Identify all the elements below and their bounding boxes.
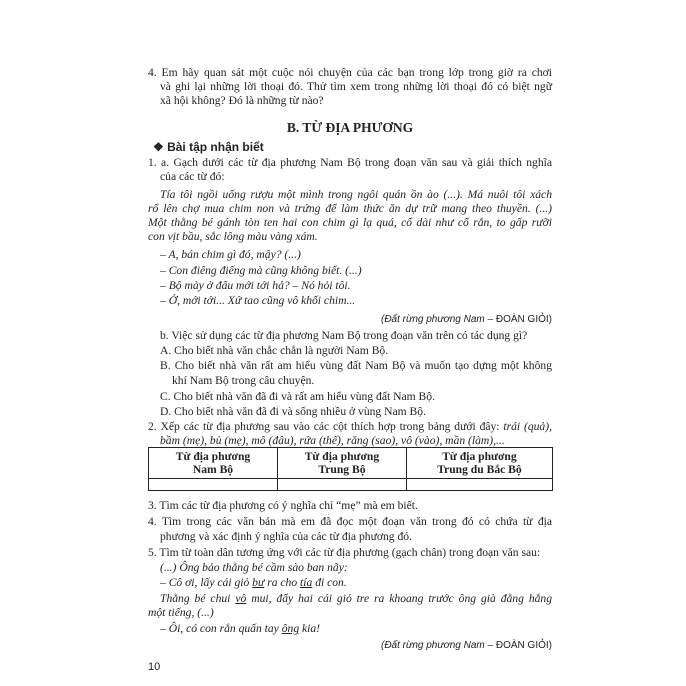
underlined-word: bư [252, 576, 265, 589]
source-attribution [148, 639, 552, 653]
table-header-row [149, 448, 553, 479]
dialect-table [148, 447, 553, 491]
text: – Ôi, có con rắn quấn tay [160, 622, 282, 635]
option-b-line-2: khí Nam Bộ trong câu chuyện. [172, 374, 315, 387]
text: Thằng bé chui [160, 592, 236, 605]
exercise-4-line-1: 4. Em hãy quan sát một cuộc nói chuyện của các bạn trong lớp trong giờ ra chơi [148, 66, 552, 79]
subsection-heading: ❖ Bài tập nhận biết [153, 140, 264, 154]
option-d: D. Cho biết nhà văn đã đi và sống nhiều ở vùng Nam Bộ. [160, 405, 426, 418]
underlined-word: ông [281, 622, 300, 635]
header-text: Trung du Bắc Bộ [437, 463, 522, 476]
source-title: (Đất rừng phương Nam – [380, 640, 496, 651]
passage-line: rổ lên chợ mua chim non và trứng để làm thức ăn dự trữ mang theo thuyền. (...) [148, 202, 552, 215]
exercise-5: 5. Tìm từ toàn dân tương ứng với các từ địa phương (gạch chân) trong đoạn văn sau: [148, 546, 541, 559]
exercise-4b-line-1: 4. Tìm trong các văn bản mà em đã đọc một đoạn văn trong đó có chứa từ địa [148, 515, 552, 528]
passage-line: con vịt bầu, sắc lông màu vàng xám. [148, 230, 318, 243]
exercise-1a-line-2: của các từ đó: [160, 170, 225, 183]
underlined-word: vô [235, 592, 247, 605]
dialogue-line: – Bộ mày ở đâu mới tới hả? – Nó hỏi tôi. [160, 279, 351, 292]
header-text: Nam Bộ [192, 463, 234, 476]
text: – Cô ơi, lấy cái giỏ [160, 576, 253, 589]
header-text: Từ địa phương [442, 450, 517, 463]
exercise-4b-line-2: phương và xác định ý nghĩa của các từ địa phương đó. [160, 530, 412, 543]
exercise-1b: b. Việc sử dụng các từ địa phương Nam Bộ trong đoạn văn trên có tác dụng gì? [160, 329, 528, 342]
text: kia! [299, 622, 321, 635]
exercise-1a-line-1: 1. a. Gạch dưới các từ địa phương Nam Bộ trong đoạn văn sau và giải thích nghĩa [148, 156, 552, 169]
section-title: B. TỪ ĐỊA PHƯƠNG [286, 120, 414, 135]
dialogue-line: – A, bán chim gì đó, mậy? (...) [160, 248, 301, 261]
dialogue-line: – Ở, mới tới... Xứ tao cũng vô khối chim... [160, 294, 356, 307]
exercise-3: 3. Tìm các từ địa phương có ý nghĩa chỉ “mẹ” mà em biết. [148, 499, 418, 512]
passage-line: Một thằng bé gánh tòn ten hai con chim gì lạ quá, cổ dài như cổ rắn, to gấp rưỡi [148, 216, 552, 229]
exercise-2-line-1 [148, 420, 552, 434]
text: đi con. [312, 576, 347, 589]
underlined-word: tía [300, 576, 313, 589]
source-author: ĐOÀN GIỎI) [495, 640, 552, 651]
exercise-4-line-3: xã hội không? Đó là những từ nào? [160, 94, 324, 107]
source-title: (Đất rừng phương Nam – [380, 314, 496, 325]
table-cell [149, 479, 278, 491]
source-author: ĐOÀN GIỎI) [495, 314, 552, 325]
header-trung-bo [277, 448, 406, 479]
passage2-line [160, 592, 552, 606]
passage2-line [160, 622, 552, 636]
passage2-line [160, 576, 552, 590]
option-b-line-1: B. Cho biết nhà văn rất am hiểu vùng đất Nam Bộ và muốn tạo dựng một không [160, 359, 552, 372]
source-attribution [148, 313, 552, 327]
header-trung-du-bac-bo [406, 448, 552, 479]
passage2-line: một tiếng, (...) [148, 606, 214, 619]
exercise-2-text: 2. Xếp các từ địa phương sau vào các cột thích hợp trong bảng dưới đây: [148, 420, 504, 433]
passage2-line: (...) Ông bảo thằng bé cầm sào ban nãy: [160, 561, 348, 574]
exercise-4-line-2: và ghi lại những lời thoại đó. Thử tìm xem trong những lời thoại đó có biệt ngữ [160, 80, 552, 93]
table-row [149, 479, 553, 491]
header-text: Từ địa phương [304, 450, 380, 463]
table-cell [277, 479, 406, 491]
dialogue-line: – Con điêng điếng mà cũng không biết. (...) [160, 264, 362, 277]
page-number: 10 [148, 661, 161, 673]
table-cell [406, 479, 552, 491]
text: ra cho [264, 576, 301, 589]
header-text: Từ địa phương [175, 450, 251, 463]
exercise-2-line-2: bầm (mẹ), bủ (mẹ), mô (đâu), rứa (thế), răng (sao), vô (vào), mần (làm),... [160, 434, 505, 447]
header-text: Trung Bộ [318, 463, 366, 476]
text: mui, đẩy hai cái giỏ tre ra khoang trước ông già đằng hắng [246, 592, 553, 605]
header-nam-bo [149, 448, 278, 479]
exercise-2-words: trái (quả), [503, 420, 552, 433]
option-c: C. Cho biết nhà văn đã đi và rất am hiểu vùng đất Nam Bộ. [160, 390, 435, 403]
option-a: A. Cho biết nhà văn chắc chắn là người Nam Bộ. [160, 344, 389, 357]
passage-line: Tía tôi ngồi uống rượu một mình trong ngôi quán ồn ào (...). Má nuôi tôi xách [160, 188, 552, 201]
